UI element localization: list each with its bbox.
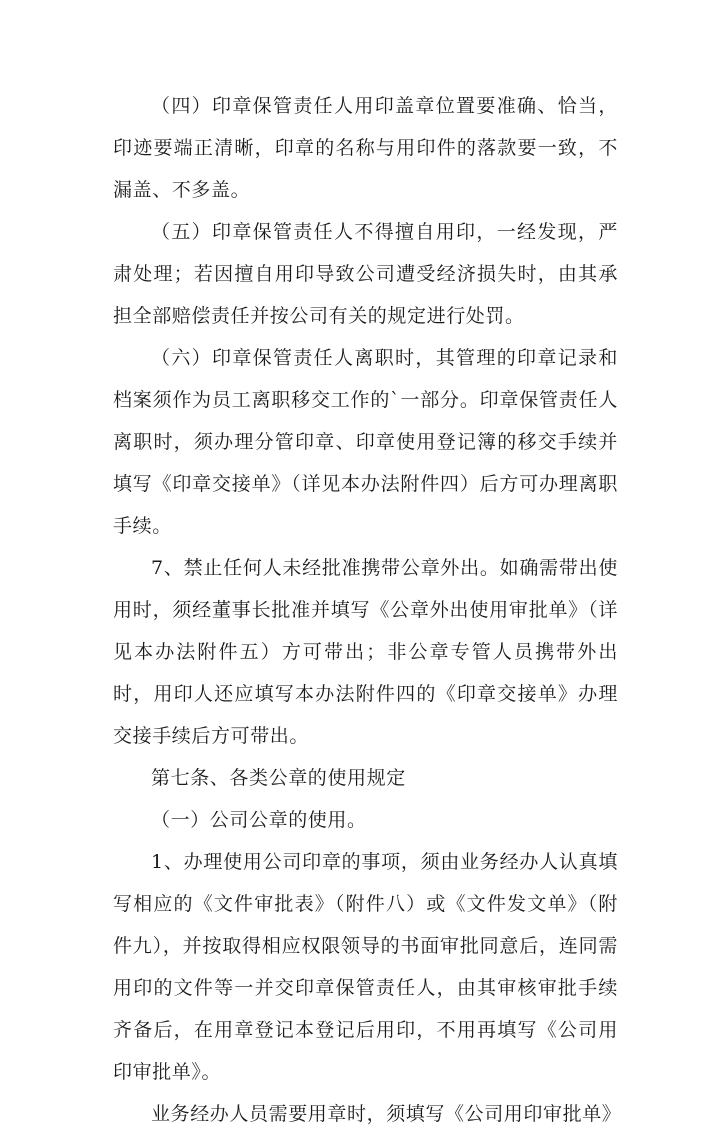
paragraph-approval-form: 业务经办人员需要用章时，须填写《公司用印审批单》	[151, 1103, 622, 1125]
paragraph-seal-procedure: 1、办理使用公司印章的事项，须由业务经办人认真填写相应的《文件审批表》（附件八）或《文件发文单》（附件九），并按取得相应权限领导的书面审批同意后，连同需用印的文件等一并交印章保管责任人，由其审核审批手续齐备后，在用章登记本登记后用印，不用再填写《公司用印审批单》。	[113, 851, 618, 1083]
section-heading-article-7: 第七条、各类公章的使用规定	[151, 767, 406, 789]
paragraph-unauthorized-use: （五）印章保管责任人不得擅自用印，一经发现，严肃处理；若因擅自用印导致公司遭受经济损失时，由其承担全部赔偿责任并按公司有关的规定进行处罚。	[113, 221, 618, 327]
paragraph-taking-seal-out: 7、禁止任何人未经批准携带公章外出。如确需带出使用时，须经董事长批准并填写《公章外出使用审批单》（详见本办法附件五）方可带出；非公章专管人员携带外出时，用印人还应填写本办法附件四的《印章交接单》办理交接手续后方可带出。	[113, 557, 618, 747]
subsection-heading-company-seal: （一）公司公章的使用。	[151, 809, 367, 831]
paragraph-seal-position: （四）印章保管责任人用印盖章位置要准确、恰当，印迹要端正清晰，印章的名称与用印件的落款要一致，不漏盖、不多盖。	[113, 95, 618, 201]
paragraph-resignation-handover: （六）印章保管责任人离职时，其管理的印章记录和档案须作为员工离职移交工作的`一部分。印章保管责任人离职时，须办理分管印章、印章使用登记簿的移交手续并填写《印章交接单》（详见本办法附件四）后方可办理离职手续。	[113, 347, 618, 537]
document-body	[113, 85, 622, 1135]
